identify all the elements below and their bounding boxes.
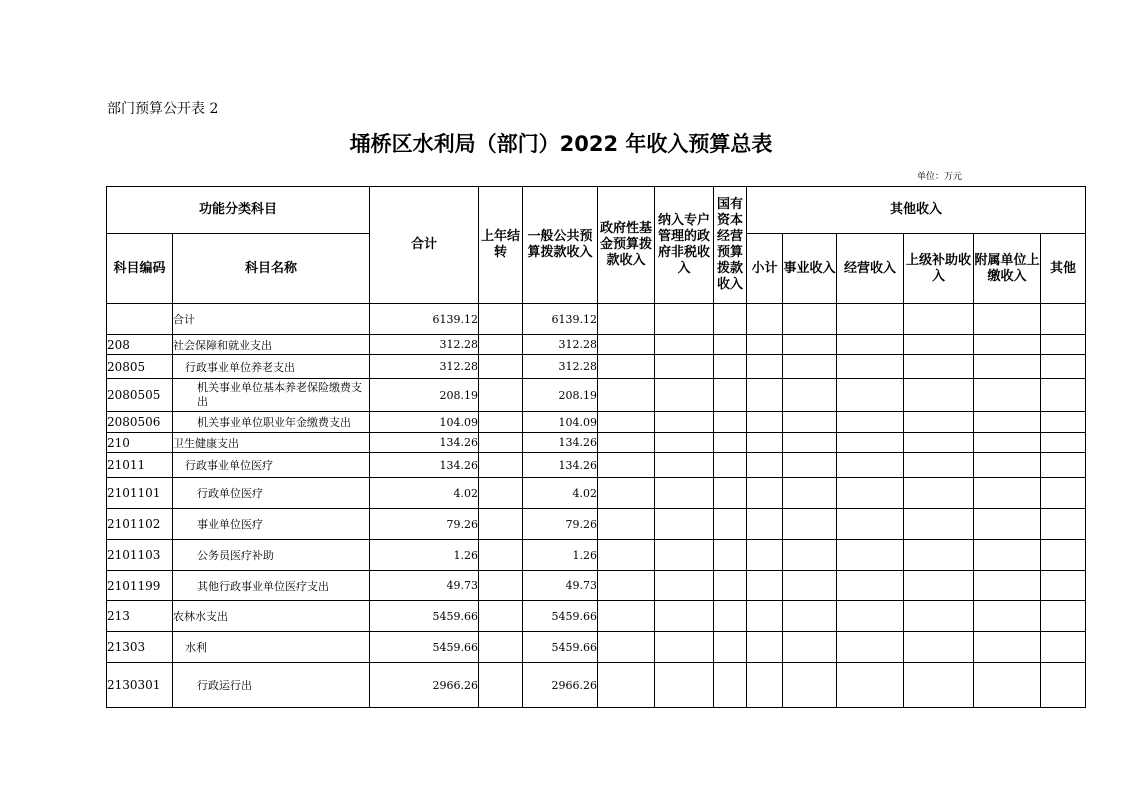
header-superior-subsidy: 上级补助收入 — [904, 234, 974, 304]
header-operating-income: 经营收入 — [837, 234, 904, 304]
subject-name: 社会保障和就业支出 — [173, 335, 370, 355]
table-row — [107, 571, 1086, 601]
subject-name: 行政单位医疗 — [173, 478, 370, 509]
total-value: 1.26 — [370, 540, 479, 571]
table-row — [107, 355, 1086, 379]
income-budget-table — [106, 186, 1086, 708]
header-gov-fund: 政府性基金预算拨款收入 — [598, 187, 655, 304]
header-special-nontax: 纳入专户管理的政府非税收入 — [655, 187, 714, 304]
header-func-class: 功能分类科目 — [107, 187, 370, 234]
total-value: 104.09 — [370, 412, 479, 433]
table-row — [107, 335, 1086, 355]
general-budget-value: 5459.66 — [523, 601, 598, 632]
subject-code: 2101103 — [107, 540, 173, 571]
general-budget-value: 134.26 — [523, 453, 598, 478]
subject-code: 2101101 — [107, 478, 173, 509]
total-value: 49.73 — [370, 571, 479, 601]
general-budget-value: 49.73 — [523, 571, 598, 601]
table-row — [107, 632, 1086, 663]
table-row — [107, 433, 1086, 453]
table-row — [107, 453, 1086, 478]
table-row — [107, 379, 1086, 412]
general-budget-value: 134.26 — [523, 433, 598, 453]
total-value: 2966.26 — [370, 663, 479, 708]
subject-code: 2130301 — [107, 663, 173, 708]
subject-name: 行政事业单位养老支出 — [173, 355, 370, 379]
subject-code: 21303 — [107, 632, 173, 663]
header-carryover: 上年结转 — [479, 187, 523, 304]
general-budget-value: 5459.66 — [523, 632, 598, 663]
header-general-budget: 一般公共预算拨款收入 — [523, 187, 598, 304]
subject-code: 210 — [107, 433, 173, 453]
total-value: 134.26 — [370, 453, 479, 478]
general-budget-value: 312.28 — [523, 335, 598, 355]
unit-label: 单位：万元 — [917, 172, 963, 182]
subject-name: 机关事业单位职业年金缴费支出 — [173, 412, 370, 433]
subject-code: 213 — [107, 601, 173, 632]
total-value: 312.28 — [370, 335, 479, 355]
table-row — [107, 478, 1086, 509]
total-value: 312.28 — [370, 355, 479, 379]
total-value: 6139.12 — [370, 304, 479, 335]
general-budget-value: 1.26 — [523, 540, 598, 571]
table-row — [107, 412, 1086, 433]
subject-name: 水利 — [173, 632, 370, 663]
total-value: 5459.66 — [370, 632, 479, 663]
header-other-income: 其他收入 — [747, 187, 1086, 234]
header-other: 其他 — [1041, 234, 1086, 304]
general-budget-value: 4.02 — [523, 478, 598, 509]
subject-code: 21011 — [107, 453, 173, 478]
subject-name: 事业单位医疗 — [173, 509, 370, 540]
subject-name: 农林水支出 — [173, 601, 370, 632]
subject-name: 公务员医疗补助 — [173, 540, 370, 571]
header-business-income: 事业收入 — [783, 234, 837, 304]
subject-name: 卫生健康支出 — [173, 433, 370, 453]
general-budget-value: 208.19 — [523, 379, 598, 412]
header-total: 合计 — [370, 187, 479, 304]
header-subtotal: 小计 — [747, 234, 783, 304]
subject-name: 行政运行出 — [173, 663, 370, 708]
subject-code: 2080505 — [107, 379, 173, 412]
general-budget-value: 79.26 — [523, 509, 598, 540]
general-budget-value: 6139.12 — [523, 304, 598, 335]
table-row — [107, 304, 1086, 335]
subject-code: 208 — [107, 335, 173, 355]
total-value: 79.26 — [370, 509, 479, 540]
total-value: 4.02 — [370, 478, 479, 509]
subject-code: 20805 — [107, 355, 173, 379]
table-row — [107, 540, 1086, 571]
header-state-capital: 国有资本经营预算拨款收入 — [714, 187, 747, 304]
table-row — [107, 663, 1086, 708]
subject-name: 机关事业单位基本养老保险缴费支出 — [173, 379, 370, 412]
subject-code — [107, 304, 173, 335]
total-value: 134.26 — [370, 433, 479, 453]
subject-code: 2080506 — [107, 412, 173, 433]
subject-code: 2101102 — [107, 509, 173, 540]
general-budget-value: 312.28 — [523, 355, 598, 379]
table-row — [107, 601, 1086, 632]
total-value: 208.19 — [370, 379, 479, 412]
page-title: 埇桥区水利局（部门）2022 年收入预算总表 — [349, 132, 773, 156]
subject-code: 2101199 — [107, 571, 173, 601]
table-number-label: 部门预算公开表 2 — [107, 101, 219, 117]
header-subject-name: 科目名称 — [173, 234, 370, 304]
general-budget-value: 104.09 — [523, 412, 598, 433]
subject-name: 其他行政事业单位医疗支出 — [173, 571, 370, 601]
table-row — [107, 509, 1086, 540]
general-budget-value: 2966.26 — [523, 663, 598, 708]
header-subject-code: 科目编码 — [107, 234, 173, 304]
total-value: 5459.66 — [370, 601, 479, 632]
subject-name: 行政事业单位医疗 — [173, 453, 370, 478]
subject-name: 合计 — [173, 304, 370, 335]
header-affiliated-remit: 附属单位上缴收入 — [974, 234, 1041, 304]
